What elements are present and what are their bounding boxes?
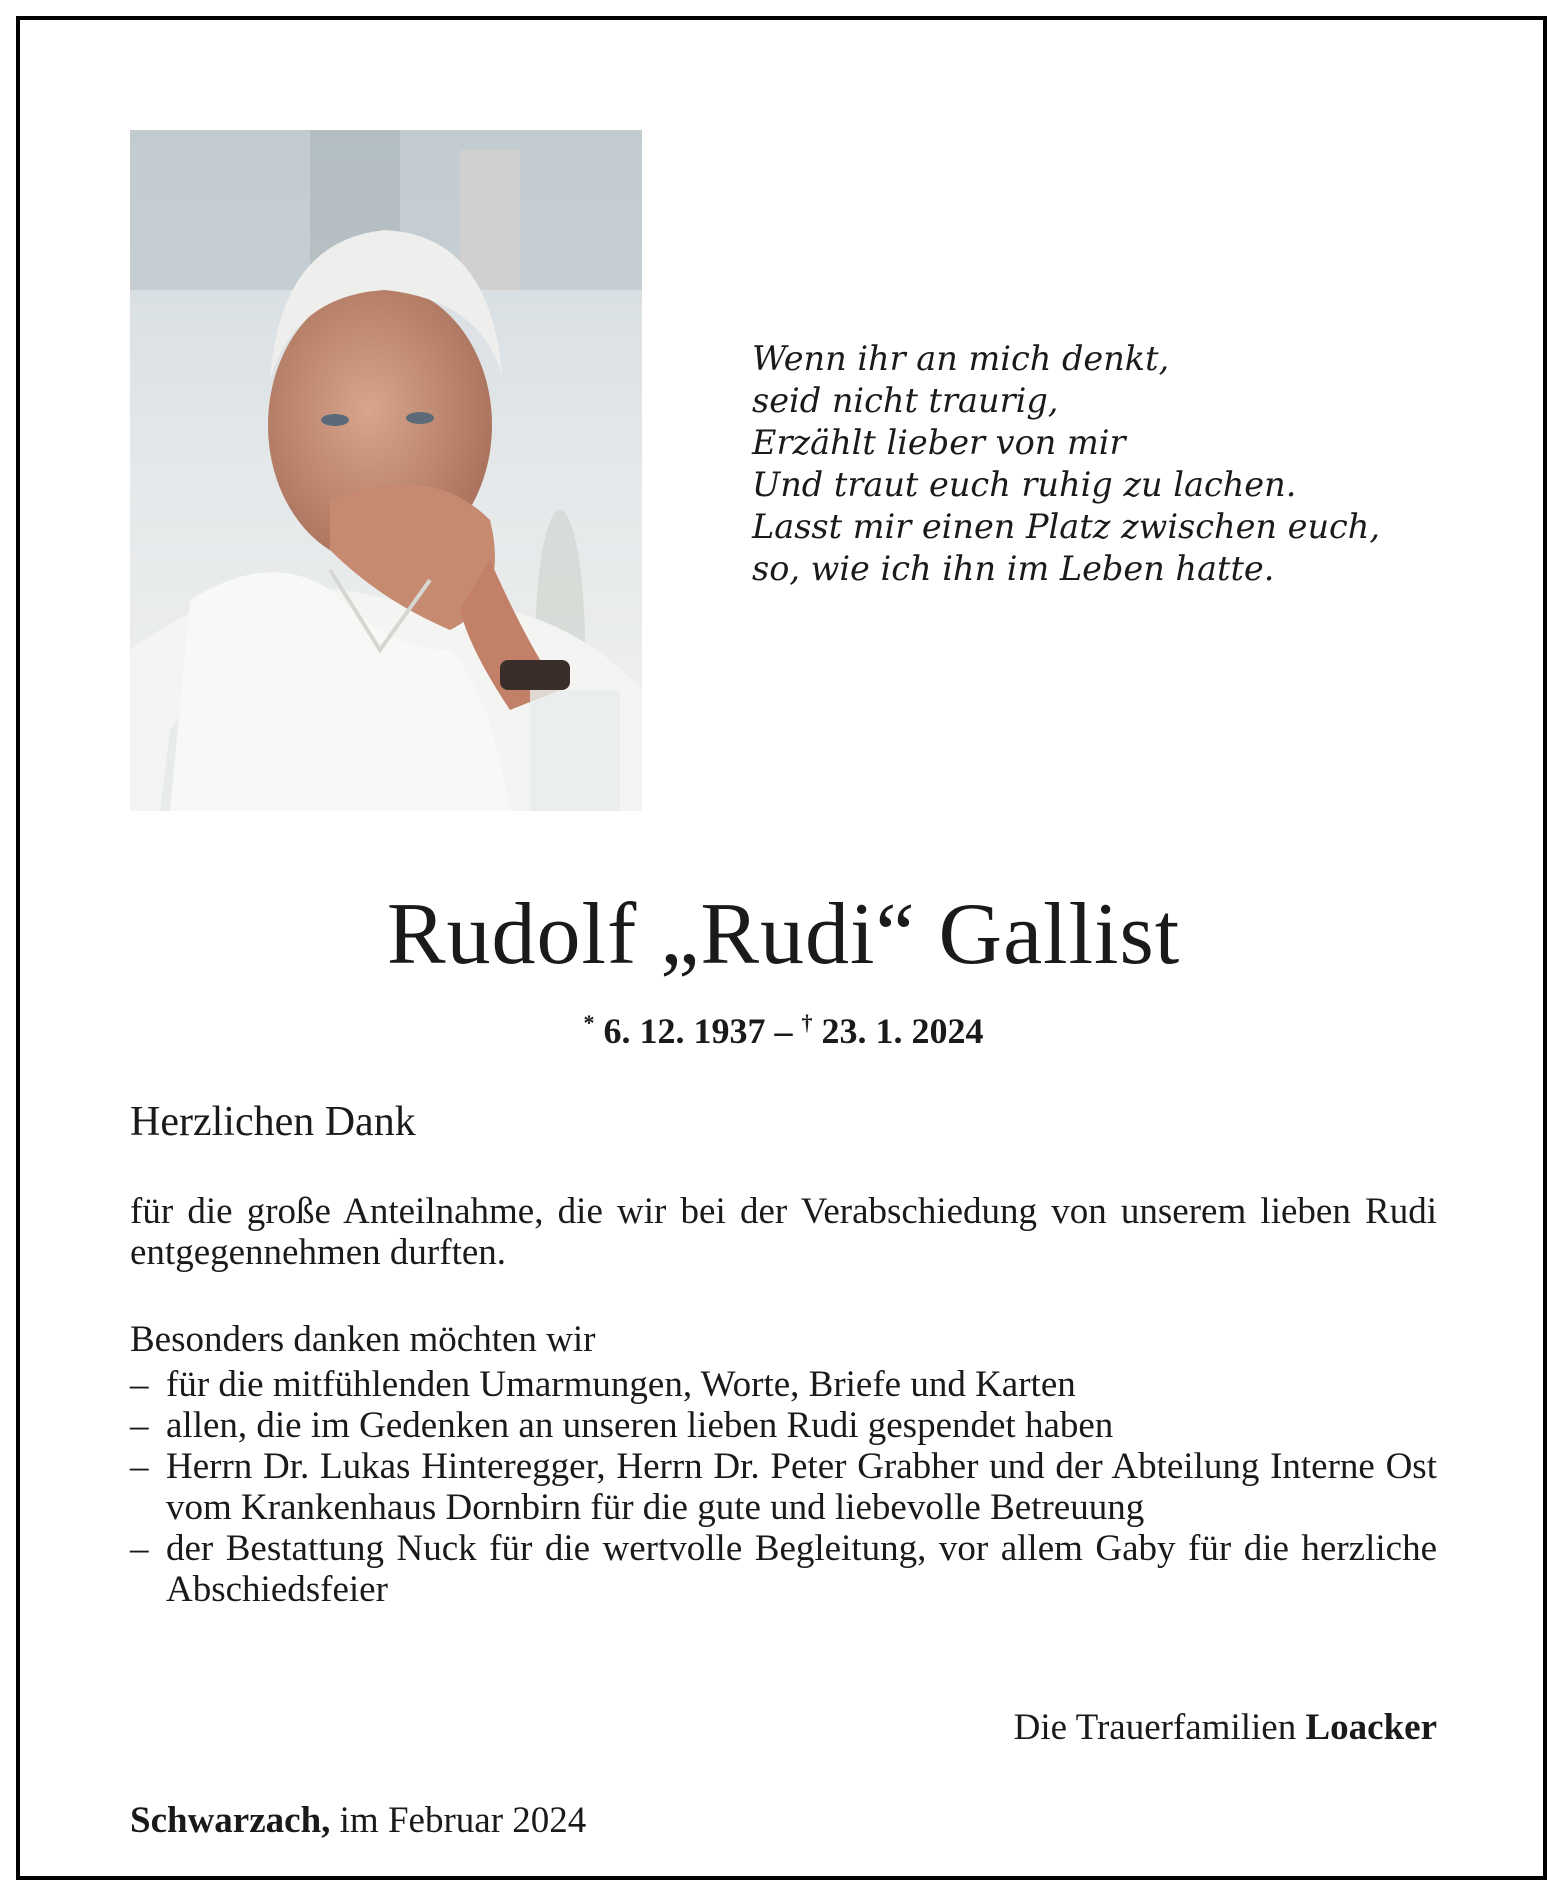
thanks-list-section bbox=[130, 1319, 1437, 1610]
list-item-text: für die mitfühlenden Umarmungen, Worte, Briefe und Karten bbox=[166, 1364, 1076, 1405]
dash-bullet: – bbox=[130, 1446, 149, 1487]
list-item-text: allen, die im Gedenken an unseren lieben Rudi gespendet haben bbox=[166, 1405, 1114, 1446]
date-separator: – bbox=[774, 1011, 793, 1051]
place: Schwarzach, bbox=[130, 1800, 331, 1841]
list-item bbox=[130, 1446, 1437, 1528]
death-date: 23. 1. 2024 bbox=[821, 1011, 984, 1051]
dash-bullet: – bbox=[130, 1405, 149, 1446]
list-item bbox=[130, 1364, 1437, 1405]
dash-bullet: – bbox=[130, 1528, 149, 1569]
date: im Februar 2024 bbox=[339, 1800, 587, 1841]
life-dates bbox=[0, 1010, 1567, 1052]
poem-line: Wenn ihr an mich denkt, bbox=[752, 339, 1170, 378]
poem-line: so, wie ich ihn im Leben hatte. bbox=[752, 549, 1275, 588]
poem bbox=[752, 338, 1380, 590]
thanks-intro: für die große Anteilnahme, die wir bei der Verabschiedung von unserem lieben Rudi entgegennehmen durften. bbox=[130, 1191, 1437, 1273]
family-name: Loacker bbox=[1305, 1707, 1437, 1748]
poem-line: seid nicht traurig, bbox=[752, 381, 1059, 420]
list-item bbox=[130, 1405, 1437, 1446]
list-item-text: der Bestattung Nuck für die wertvolle Begleitung, vor allem Gaby für die herzliche Abschiedsfeier bbox=[166, 1528, 1437, 1610]
deceased-name: Rudolf „Rudi“ Gallist bbox=[386, 886, 1181, 983]
list-item bbox=[130, 1528, 1437, 1610]
list-item-text: Herrn Dr. Lukas Hinteregger, Herrn Dr. Peter Grabher und der Abteilung Interne Ost vom Krankenhaus Dornbirn für die gute und liebevolle Betreuung bbox=[166, 1446, 1437, 1528]
portrait-photo-icon bbox=[130, 130, 642, 811]
poem-line: Lasst mir einen Platz zwischen euch, bbox=[752, 507, 1381, 546]
death-symbol: † bbox=[801, 1010, 813, 1035]
special-thanks-intro: Besonders danken möchten wir bbox=[130, 1319, 596, 1360]
birth-date: 6. 12. 1937 bbox=[603, 1011, 766, 1051]
place-date bbox=[130, 1799, 586, 1842]
birth-symbol: * bbox=[583, 1010, 595, 1035]
portrait-photo bbox=[130, 130, 642, 811]
dash-bullet: – bbox=[130, 1364, 149, 1405]
thanks-list bbox=[130, 1364, 1437, 1610]
signature bbox=[1014, 1706, 1437, 1749]
poem-line: Erzählt lieber von mir bbox=[752, 423, 1126, 462]
signature-prefix: Die Trauerfamilien bbox=[1013, 1707, 1297, 1748]
thanks-heading: Herzlichen Dank bbox=[130, 1099, 416, 1145]
poem-line: Und traut euch ruhig zu lachen. bbox=[752, 465, 1297, 504]
